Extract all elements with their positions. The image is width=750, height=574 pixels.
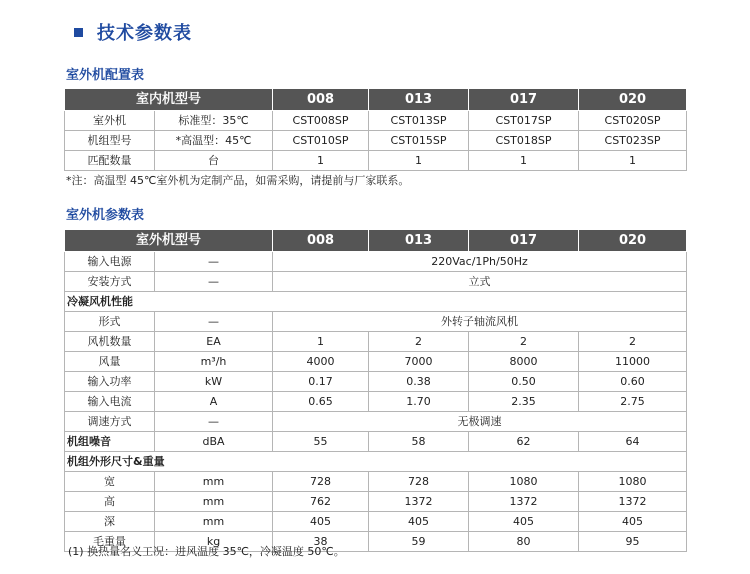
merged-cell: 无极调速 bbox=[273, 412, 687, 432]
cell: CST023SP bbox=[579, 131, 687, 151]
cell: 728 bbox=[369, 472, 469, 492]
row-unit: mm bbox=[155, 512, 273, 532]
row-unit: kg bbox=[155, 532, 273, 552]
cell: 11000 bbox=[579, 352, 687, 372]
noise-label: 机组噪音 bbox=[65, 432, 155, 452]
row-label: 输入电源 bbox=[65, 252, 155, 272]
cell: 0.17 bbox=[273, 372, 369, 392]
row-label: 高 bbox=[65, 492, 155, 512]
section-row bbox=[65, 452, 687, 472]
cell: 1 bbox=[369, 151, 469, 171]
page-title-text: 技术参数表 bbox=[97, 23, 192, 44]
row-label: 输入电流 bbox=[65, 392, 155, 412]
params-table-header bbox=[65, 230, 687, 252]
table-row bbox=[65, 332, 687, 352]
cell: 405 bbox=[579, 512, 687, 532]
row-unit: — bbox=[155, 412, 273, 432]
section-title-config: 室外机配置表 bbox=[66, 68, 145, 83]
cell: CST020SP bbox=[579, 111, 687, 131]
table-row bbox=[65, 111, 687, 131]
table-row bbox=[65, 372, 687, 392]
section-row bbox=[65, 292, 687, 312]
table-row bbox=[65, 312, 687, 332]
cell: 1080 bbox=[469, 472, 579, 492]
cell: 95 bbox=[579, 532, 687, 552]
cell: 1372 bbox=[369, 492, 469, 512]
cell: 55 bbox=[273, 432, 369, 452]
cell: 405 bbox=[369, 512, 469, 532]
cell: 1080 bbox=[579, 472, 687, 492]
cell: 0.50 bbox=[469, 372, 579, 392]
cell: 1.70 bbox=[369, 392, 469, 412]
header-label: 室内机型号 bbox=[65, 89, 273, 111]
cell: 0.60 bbox=[579, 372, 687, 392]
row-label: 毛重量 bbox=[65, 532, 155, 552]
row-unit: dBA bbox=[155, 432, 273, 452]
row-unit: mm bbox=[155, 492, 273, 512]
cell: 8000 bbox=[469, 352, 579, 372]
title-square-icon bbox=[74, 28, 83, 37]
row-unit: — bbox=[155, 312, 273, 332]
merged-cell: 外转子轴流风机 bbox=[273, 312, 687, 332]
cell: 405 bbox=[469, 512, 579, 532]
cell: 0.38 bbox=[369, 372, 469, 392]
cell: CST017SP bbox=[469, 111, 579, 131]
cell: 1 bbox=[273, 332, 369, 352]
row-label: 风机数量 bbox=[65, 332, 155, 352]
row-unit: — bbox=[155, 252, 273, 272]
row-unit: EA bbox=[155, 332, 273, 352]
cell: 64 bbox=[579, 432, 687, 452]
row-label: 输入功率 bbox=[65, 372, 155, 392]
header-model: 017 bbox=[469, 89, 579, 111]
cell: 405 bbox=[273, 512, 369, 532]
cell: 1372 bbox=[469, 492, 579, 512]
cell: 762 bbox=[273, 492, 369, 512]
header-model: 020 bbox=[579, 230, 687, 252]
table-row bbox=[65, 392, 687, 412]
table-row bbox=[65, 472, 687, 492]
cell: 1 bbox=[579, 151, 687, 171]
cell: 2.75 bbox=[579, 392, 687, 412]
config-note: *注：高温型 45℃室外机为定制产品，如需采购，请提前与厂家联系。 bbox=[66, 174, 410, 187]
table-row bbox=[65, 492, 687, 512]
cell: 0.65 bbox=[273, 392, 369, 412]
row-label: 匹配数量 bbox=[65, 151, 155, 171]
header-model: 013 bbox=[369, 89, 469, 111]
cell: 4000 bbox=[273, 352, 369, 372]
cell: 38 bbox=[273, 532, 369, 552]
cell: CST013SP bbox=[369, 111, 469, 131]
cell: 728 bbox=[273, 472, 369, 492]
row-unit: kW bbox=[155, 372, 273, 392]
header-model: 013 bbox=[369, 230, 469, 252]
header-model: 008 bbox=[273, 89, 369, 111]
page-title bbox=[74, 20, 192, 44]
header-model: 008 bbox=[273, 230, 369, 252]
cell: 7000 bbox=[369, 352, 469, 372]
params-note: (1) 换热量名义工况：进风温度 35℃，冷凝温度 50℃。 bbox=[68, 545, 345, 558]
outdoor-label-line1: 室外机 bbox=[65, 111, 155, 131]
row-unit: mm bbox=[155, 472, 273, 492]
table-row bbox=[65, 412, 687, 432]
params-table bbox=[64, 229, 687, 552]
outdoor-label-line2: 机组型号 bbox=[65, 131, 155, 151]
row-label: 调速方式 bbox=[65, 412, 155, 432]
row-label: 宽 bbox=[65, 472, 155, 492]
row-label: 深 bbox=[65, 512, 155, 532]
header-model: 017 bbox=[469, 230, 579, 252]
dim-section-label: 机组外形尺寸&重量 bbox=[65, 452, 687, 472]
cell: 2 bbox=[579, 332, 687, 352]
cell: 2 bbox=[469, 332, 579, 352]
row-label: 形式 bbox=[65, 312, 155, 332]
header-model: 020 bbox=[579, 89, 687, 111]
header-label: 室外机型号 bbox=[65, 230, 273, 252]
cell: CST008SP bbox=[273, 111, 369, 131]
cell: 59 bbox=[369, 532, 469, 552]
row-label: 安装方式 bbox=[65, 272, 155, 292]
table-row bbox=[65, 352, 687, 372]
cell: 1 bbox=[469, 151, 579, 171]
row-sub: *高温型：45℃ bbox=[155, 131, 273, 151]
config-table bbox=[64, 88, 687, 171]
cell: 62 bbox=[469, 432, 579, 452]
table-row bbox=[65, 512, 687, 532]
cell: 1 bbox=[273, 151, 369, 171]
cell: 2 bbox=[369, 332, 469, 352]
section-title-params: 室外机参数表 bbox=[66, 208, 145, 223]
cell: 58 bbox=[369, 432, 469, 452]
table-row bbox=[65, 272, 687, 292]
table-row bbox=[65, 151, 687, 171]
row-unit: — bbox=[155, 272, 273, 292]
merged-cell: 立式 bbox=[273, 272, 687, 292]
cell: 80 bbox=[469, 532, 579, 552]
row-label: 风量 bbox=[65, 352, 155, 372]
table-row bbox=[65, 432, 687, 452]
merged-cell: 220Vac/1Ph/50Hz bbox=[273, 252, 687, 272]
cell: CST018SP bbox=[469, 131, 579, 151]
config-table-header bbox=[65, 89, 687, 111]
row-unit: A bbox=[155, 392, 273, 412]
fan-section-label: 冷凝风机性能 bbox=[65, 292, 687, 312]
row-sub: 标准型：35℃ bbox=[155, 111, 273, 131]
table-row bbox=[65, 131, 687, 151]
cell: CST010SP bbox=[273, 131, 369, 151]
cell: 2.35 bbox=[469, 392, 579, 412]
cell: CST015SP bbox=[369, 131, 469, 151]
table-row bbox=[65, 252, 687, 272]
cell: 1372 bbox=[579, 492, 687, 512]
row-unit: m³/h bbox=[155, 352, 273, 372]
row-unit: 台 bbox=[155, 151, 273, 171]
